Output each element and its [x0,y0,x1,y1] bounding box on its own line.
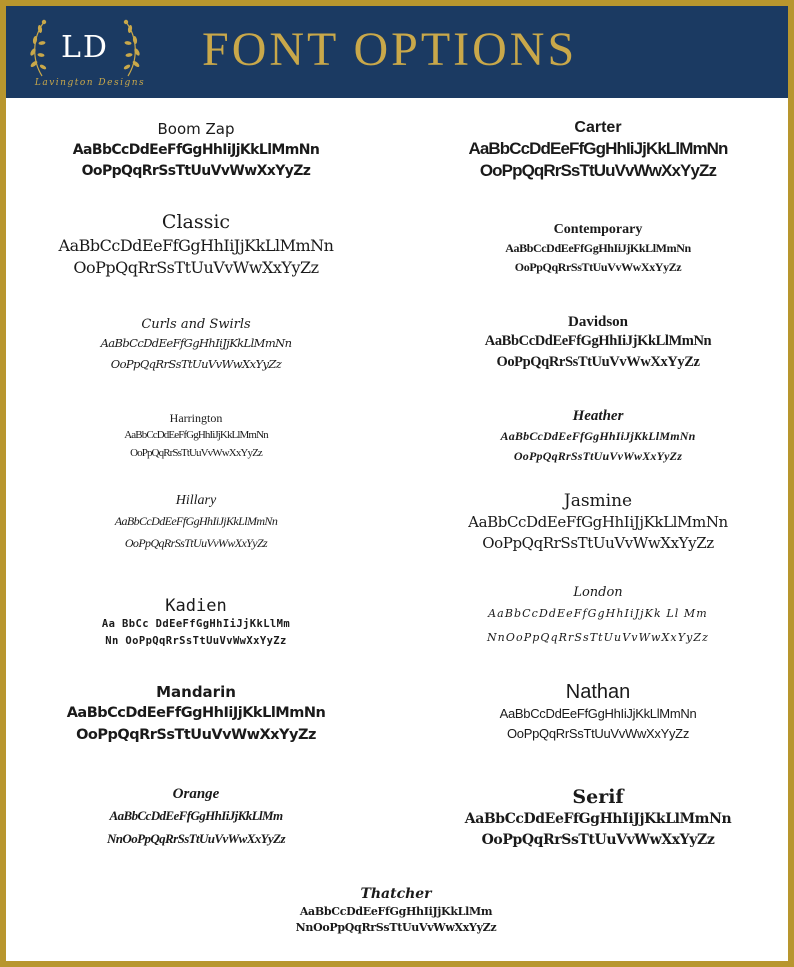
font-name: Curls and Swirls [141,317,251,332]
font-name: Serif [572,786,624,808]
alphabet-line-1: AaBbCcDdEeFfGgHhIiJjKkLlMmNn [505,241,691,255]
alphabet-line-1: AaBbCcDdEeFfGgHhIiJjKkLlMmNn [500,429,696,443]
font-name: Heather [572,408,624,424]
font-name: Jasmine [563,491,633,511]
font-sample-curls-and-swirls [46,316,346,375]
font-name: Davidson [567,314,629,330]
font-sample-heather [438,406,758,466]
alphabet-line-2: OoPpQqRrSsTtUuVvWwXxYyZz [496,354,700,370]
font-sample-jasmine [438,490,758,554]
font-sample-mandarin [36,682,356,746]
page-frame [6,6,788,961]
alphabet-line-2: OoPpQqRrSsTtUuVvWwXxYyZz [130,447,262,459]
alphabet-line-1: AaBbCcDdEeFfGgHhIiJjKk Ll Mm [488,607,708,620]
logo-subtitle: Lavington Designs [34,78,146,88]
font-name: Classic [161,211,231,233]
alphabet-line-1: AaBbCcDdEeFfGgHhIiJjKkLlMmNn [72,142,320,158]
font-sample-boom-zap [46,118,346,182]
font-name: Contemporary [553,222,643,237]
font-name: Kadien [165,596,227,616]
alphabet-line-1: AaBbCcDdEeFfGgHhIiJjKkLlMmNn [499,706,697,721]
alphabet-line-2: OoPpQqRrSsTtUuVvWwXxYyZz [479,161,717,180]
font-sample-davidson [438,313,758,373]
font-sample-classic [26,209,366,279]
font-sample-harrington [56,410,336,462]
font-sample-hillary [46,492,346,554]
alphabet-line-2: OoPpQqRrSsTtUuVvWwXxYyZz [481,832,715,848]
alphabet-line-2: OoPpQqRrSsTtUuVvWwXxYyZz [81,163,311,179]
font-name: Nathan [565,681,631,703]
alphabet-line-1: AaBbCcDdEeFfGgHhIiJjKkLlMm [299,905,493,918]
alphabet-line-1: AaBbCcDdEeFfGgHhIiJjKkLlMm [109,808,283,823]
alphabet-line-2: OoPpQqRrSsTtUuVvWwXxYyZz [506,726,690,741]
alphabet-line-1: AaBbCcDdEeFfGgHhIiJjKkLlMmNn [100,336,292,350]
font-sample-carter [438,118,758,182]
logo-initials: LD [61,30,109,65]
header-banner [6,6,788,98]
alphabet-line-2: NnOoPpQqRrSsTtUuVvWwXxYyZz [486,631,710,644]
font-name: Boom Zap [157,120,235,138]
font-sample-london [438,584,758,650]
font-sample-nathan [438,680,758,744]
font-name: Carter [574,119,622,136]
alphabet-line-2: NnOoPpQqRrSsTtUuVvWwXxYyZz [295,921,497,934]
font-name: Orange [172,786,220,802]
alphabet-line-2: OoPpQqRrSsTtUuVvWwXxYyZz [73,258,319,277]
brand-logo [20,12,160,94]
alphabet-line-1: AaBbCcDdEeFfGgHhIiJjKkLlMmNn [468,513,728,531]
alphabet-line-1: AaBbCcDdEeFfGgHhIiJjKkLlMmNn [484,333,712,349]
font-sample-serif [438,786,758,851]
alphabet-line-2: OoPpQqRrSsTtUuVvWwXxYyZz [76,727,316,743]
alphabet-line-2: OoPpQqRrSsTtUuVvWwXxYyZz [513,449,683,463]
alphabet-line-2: OoPpQqRrSsTtUuVvWwXxYyZz [514,260,682,274]
alphabet-line-2: NnOoPpQqRrSsTtUuVvWwXxYyZz [107,831,285,846]
alphabet-line-2: OoPpQqRrSsTtUuVvWwXxYyZz [482,534,714,552]
alphabet-line-1: AaBbCcDdEeFfGgHhIiJjKkLlMmNn [468,139,728,158]
alphabet-line-1: AaBbCcDdEeFfGgHhIiJjKkLlMmNn [66,705,326,721]
alphabet-line-1: AaBbCcDdEeFfGgHhIiJjKkLlMmNn [464,811,732,827]
font-name: Mandarin [156,683,236,701]
font-name: Harrington [169,411,223,425]
alphabet-line-1: AaBbCcDdEeFfGgHhIiJjKkLlMmNn [124,429,268,441]
alphabet-line-1: AaBbCcDdEeFfGgHhIiJjKkLlMmNn [114,514,278,528]
alphabet-line-1: Aa BbCc DdEeFfGgHhIiJjKkLlMm [101,618,291,630]
alphabet-line-2: OoPpQqRrSsTtUuVvWwXxYyZz [124,536,268,550]
font-name: Hillary [175,493,217,508]
font-sample-thatcher [236,884,556,936]
font-name: London [573,585,623,600]
alphabet-line-2: OoPpQqRrSsTtUuVvWwXxYyZz [110,357,282,371]
font-sample-kadien [46,596,346,650]
font-sample-contemporary [438,220,758,277]
alphabet-line-1: AaBbCcDdEeFfGgHhIiJjKkLlMmNn [58,236,334,255]
alphabet-line-2: Nn OoPpQqRrSsTtUuVvWwXxYyZz [105,635,287,647]
font-name: Thatcher [360,886,432,902]
font-sample-orange [46,784,346,850]
page-title: FONT OPTIONS [202,23,578,76]
